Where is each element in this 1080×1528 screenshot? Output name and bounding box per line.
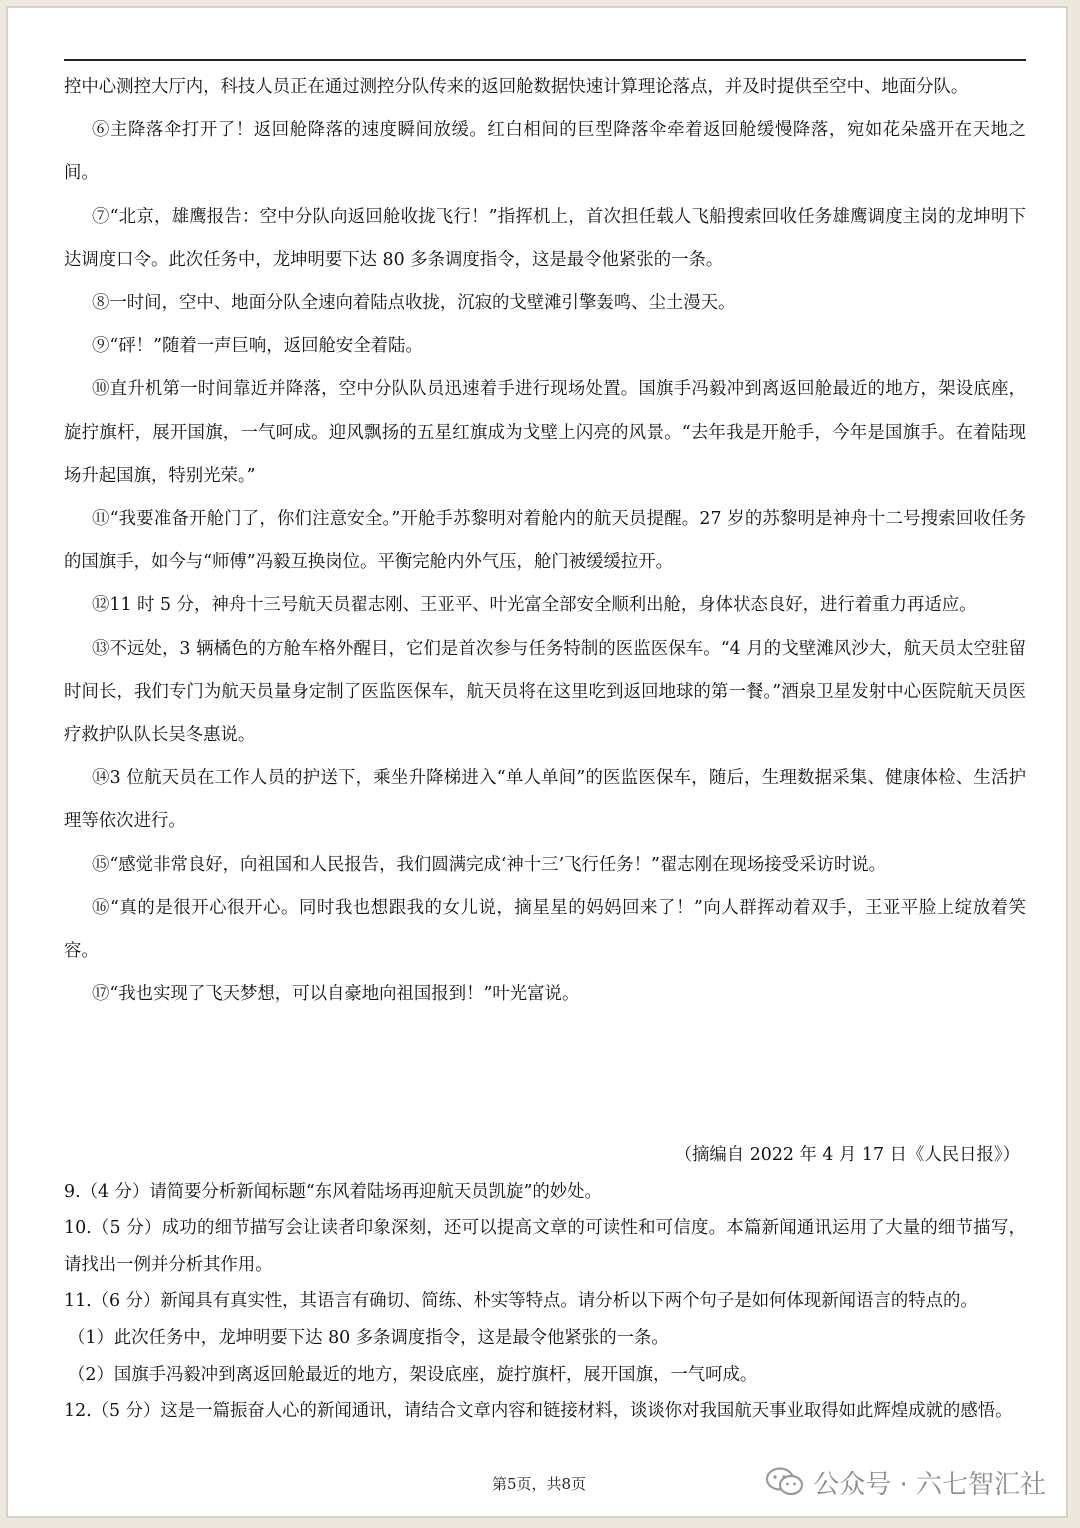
wechat-icon [765,1466,805,1498]
question-11: 11.（6 分）新闻具有真实性，其语言有确切、简练、朴实等特点。请分析以下两个句子是如何体现新闻语言的特点的。 [64,1291,978,1312]
article-body [64,66,1026,1016]
watermark-text: 公众号 · 六七智汇社 [813,1469,1046,1500]
question-11-sentence-2: （2）国旗手冯毅冲到离返回舱最近的地方，架设底座，旋拧旗杆，展开国旗，一气呵成。 [68,1364,758,1385]
page-number: 第5页，共8页 [491,1475,587,1493]
question-10: 10.（5 分）成功的细节描写会让读者印象深刻，还可以提高文章的可读性和可信度。本篇新闻通讯运用了大量的细节描写，请找出一例并分析其作用。 [64,1218,1026,1275]
question-9: 9.（4 分）请简要分析新闻标题“东风着陆场再迎航天员凯旋”的妙处。 [64,1181,602,1202]
paragraph-15: ⑮“感觉非常良好，向祖国和人民报告，我们圆满完成‘神十三’飞行任务！”翟志刚在现场接受采访时说。 [92,854,887,875]
paragraph-11: ⑪“我要准备开舱门了，你们注意安全。”开舱手苏黎明对着舱内的航天员提醒。27 岁的苏黎明是神舟十二号搜索回收任务的国旗手，如今与“师傅”冯毅互换岗位。平衡完舱内外气压，舱门被缓缓拉开。 [64,509,1026,573]
paragraph-8: ⑧一时间，空中、地面分队全速向着陆点收拢，沉寂的戈壁滩引擎轰鸣、尘土漫天。 [92,293,736,314]
header-rule [64,59,1026,61]
paragraph-14: ⑭3 位航天员在工作人员的护送下，乘坐升降梯进入“单人单间”的医监医保车，随后，生理数据采集、健康体检、生活护理等依次进行。 [64,768,1026,832]
paragraph-13: ⑬不远处，3 辆橘色的方舱车格外醒目，它们是首次参与任务特制的医监医保车。“4 月的戈壁滩风沙大，航天员太空驻留时间长，我们专门为航天员量身定制了医监医保车，航天员将在这里吃到返回地球的第一餐。”酒泉卫星发射中心医院航天员医疗救护队队长吴冬惠说。 [64,638,1026,746]
watermark [765,1460,1046,1504]
paragraph-17: ⑰“我也实现了飞天梦想，可以自豪地向祖国报到！”叶光富说。 [92,984,580,1005]
paragraph-10: ⑩直升机第一时间靠近并降落，空中分队队员迅速着手进行现场处置。国旗手冯毅冲到离返回舱最近的地方，架设底座，旋拧旗杆，展开国旗，一气呵成。迎风飘扬的五星红旗成为戈壁上闪亮的风景。“去年我是开舱手，今年是国旗手。在着陆现场升起国旗，特别光荣。” [64,379,1026,486]
source-citation: （摘编自 2022 年 4 月 17 日《人民日报》） [674,1145,1020,1165]
paragraph-7: ⑦“北京，雄鹰报告：空中分队向返回舱收拢飞行！”指挥机上，首次担任载人飞船搜索回收任务雄鹰调度主岗的龙坤明下达调度口令。此次任务中，龙坤明要下达 80 多条调度指令，这是最令他紧张的一条。 [64,206,1026,270]
document-page [6,6,1068,1518]
paragraph-12: ⑫11 时 5 分，神舟十三号航天员翟志刚、王亚平、叶光富全部安全顺利出舱，身体状态良好，进行着重力再适应。 [92,595,977,616]
paragraph-6: ⑥主降落伞打开了！返回舱降落的速度瞬间放缓。红白相间的巨型降落伞牵着返回舱缓慢降落，宛如花朵盛开在天地之间。 [64,120,1026,184]
paragraph-16: ⑯“真的是很开心很开心。同时我也想跟我的女儿说，摘星星的妈妈回来了！”向人群挥动着双手，王亚平脸上绽放着笑容。 [64,897,1026,962]
question-12: 12.（5 分）这是一篇振奋人心的新闻通讯，请结合文章内容和链接材料，谈谈你对我国航天事业取得如此辉煌成就的感悟。 [64,1401,1013,1422]
question-11-sentence-1: （1）此次任务中，龙坤明要下达 80 多条调度指令，这是最令他紧张的一条。 [68,1327,669,1348]
paragraph-continued: 控中心测控大厅内，科技人员正在通过测控分队传来的返回舱数据快速计算理论落点，并及时提供至空中、地面分队。 [64,77,969,97]
paragraph-9: ⑨“砰！”随着一声巨响，返回舱安全着陆。 [92,336,423,357]
question-section [64,1137,1026,1430]
